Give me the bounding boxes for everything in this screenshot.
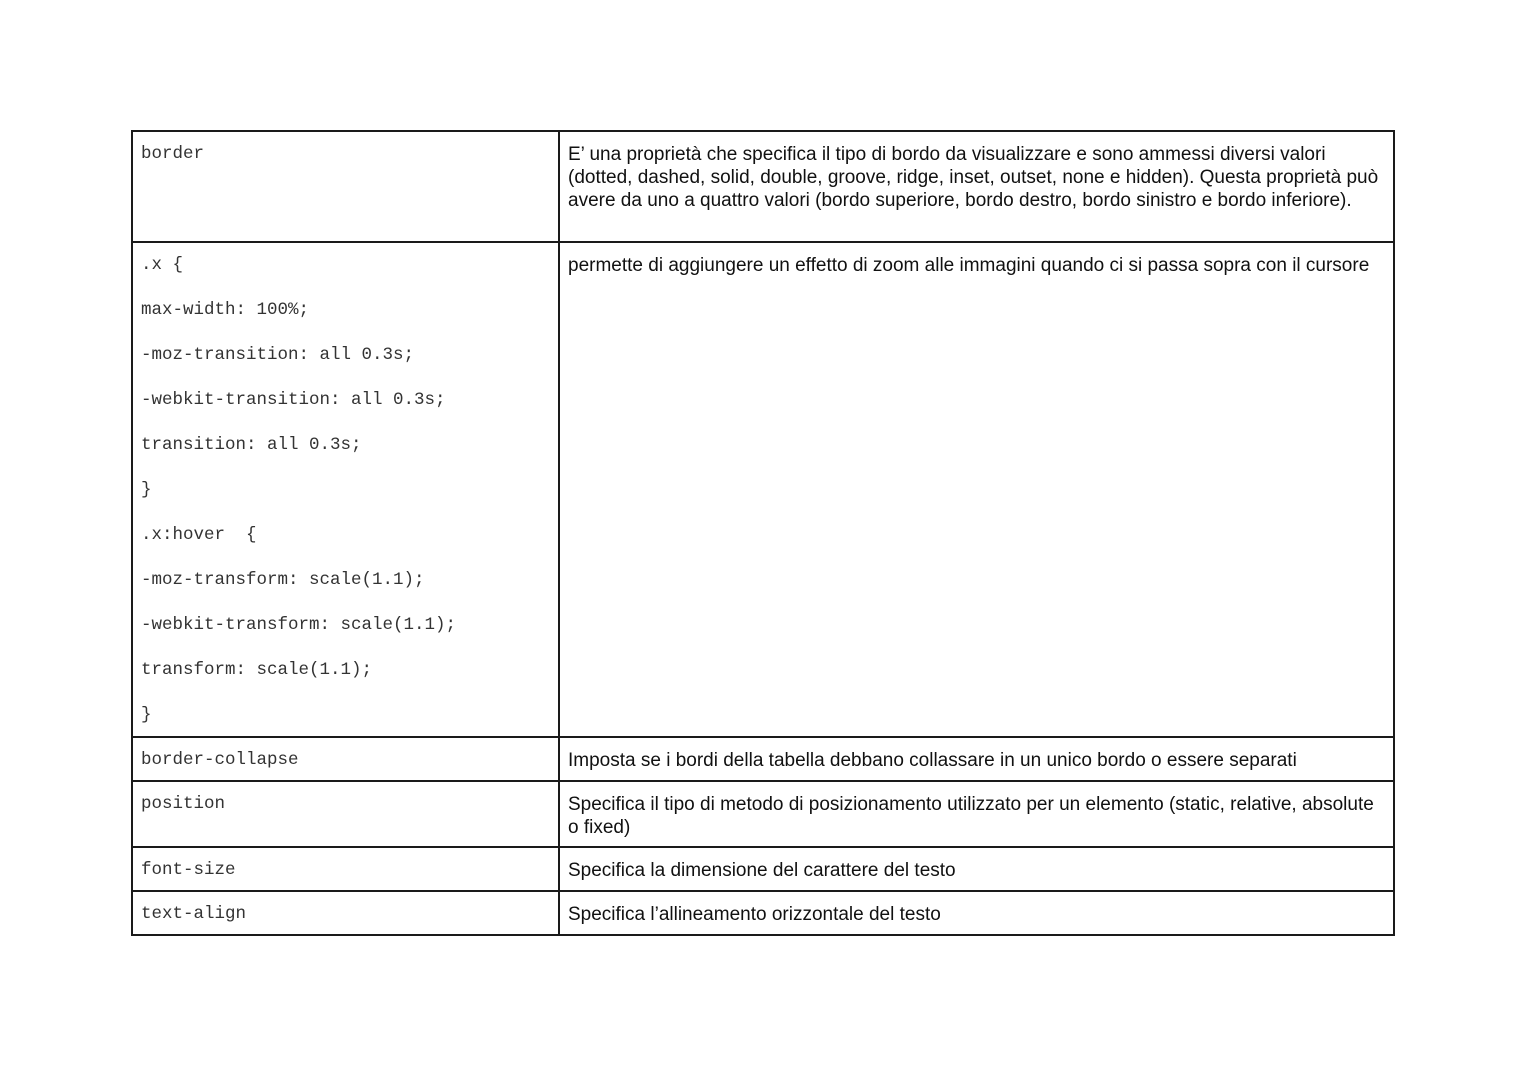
- code-line: -moz-transform: scale(1.1);: [141, 570, 425, 590]
- property-description: E’ una proprietà che specifica il tipo di bordo da visualizzare e sono ammessi diversi valori (dotted, dashed, solid, double, groove, ridge, inset, outset, none e hidden). Questa proprietà può avere da uno a quattro valori (bordo superiore, bordo destro, bordo sinistro e bordo inferiore).: [568, 144, 1379, 211]
- property-cell: [132, 891, 559, 935]
- table-row: [132, 781, 1394, 847]
- property-name: border: [141, 144, 205, 164]
- description-cell: [559, 737, 1394, 781]
- code-line: -moz-transition: all 0.3s;: [141, 345, 415, 365]
- table-row: [132, 891, 1394, 935]
- property-description: Specifica il tipo di metodo di posizionamento utilizzato per un elemento (static, relative, absolute o fixed): [568, 794, 1374, 838]
- property-cell: [132, 781, 559, 847]
- property-description: Specifica l’allineamento orizzontale del testo: [568, 904, 941, 925]
- property-cell: [132, 131, 559, 242]
- table-row: [132, 847, 1394, 891]
- code-line: .x {: [141, 255, 184, 275]
- property-description: Specifica la dimensione del carattere del testo: [568, 860, 956, 881]
- table-row: [132, 737, 1394, 781]
- description-cell: [559, 847, 1394, 891]
- description-cell: [559, 131, 1394, 242]
- code-line: .x:hover {: [141, 525, 257, 545]
- property-description: Imposta se i bordi della tabella debbano collassare in un unico bordo o essere separati: [568, 750, 1297, 771]
- table-row: [132, 242, 1394, 737]
- property-name: position: [141, 794, 226, 814]
- code-line: -webkit-transform: scale(1.1);: [141, 615, 457, 635]
- property-cell: [132, 847, 559, 891]
- description-cell: [559, 781, 1394, 847]
- property-description: permette di aggiungere un effetto di zoom alle immagini quando ci si passa sopra con il cursore: [568, 255, 1370, 276]
- css-properties-table: [131, 130, 1395, 936]
- code-cell: [132, 242, 559, 737]
- code-line: transform: scale(1.1);: [141, 660, 373, 680]
- code-line: }: [141, 480, 152, 500]
- description-cell: [559, 891, 1394, 935]
- property-name: border-collapse: [141, 750, 299, 770]
- description-cell: [559, 242, 1394, 737]
- property-name: text-align: [141, 904, 247, 924]
- code-line: transition: all 0.3s;: [141, 435, 362, 455]
- code-line: max-width: 100%;: [141, 300, 310, 320]
- table-row: [132, 131, 1394, 242]
- code-block: [133, 243, 558, 734]
- code-line: }: [141, 705, 152, 725]
- code-line: -webkit-transition: all 0.3s;: [141, 390, 446, 410]
- property-cell: [132, 737, 559, 781]
- property-name: font-size: [141, 860, 236, 880]
